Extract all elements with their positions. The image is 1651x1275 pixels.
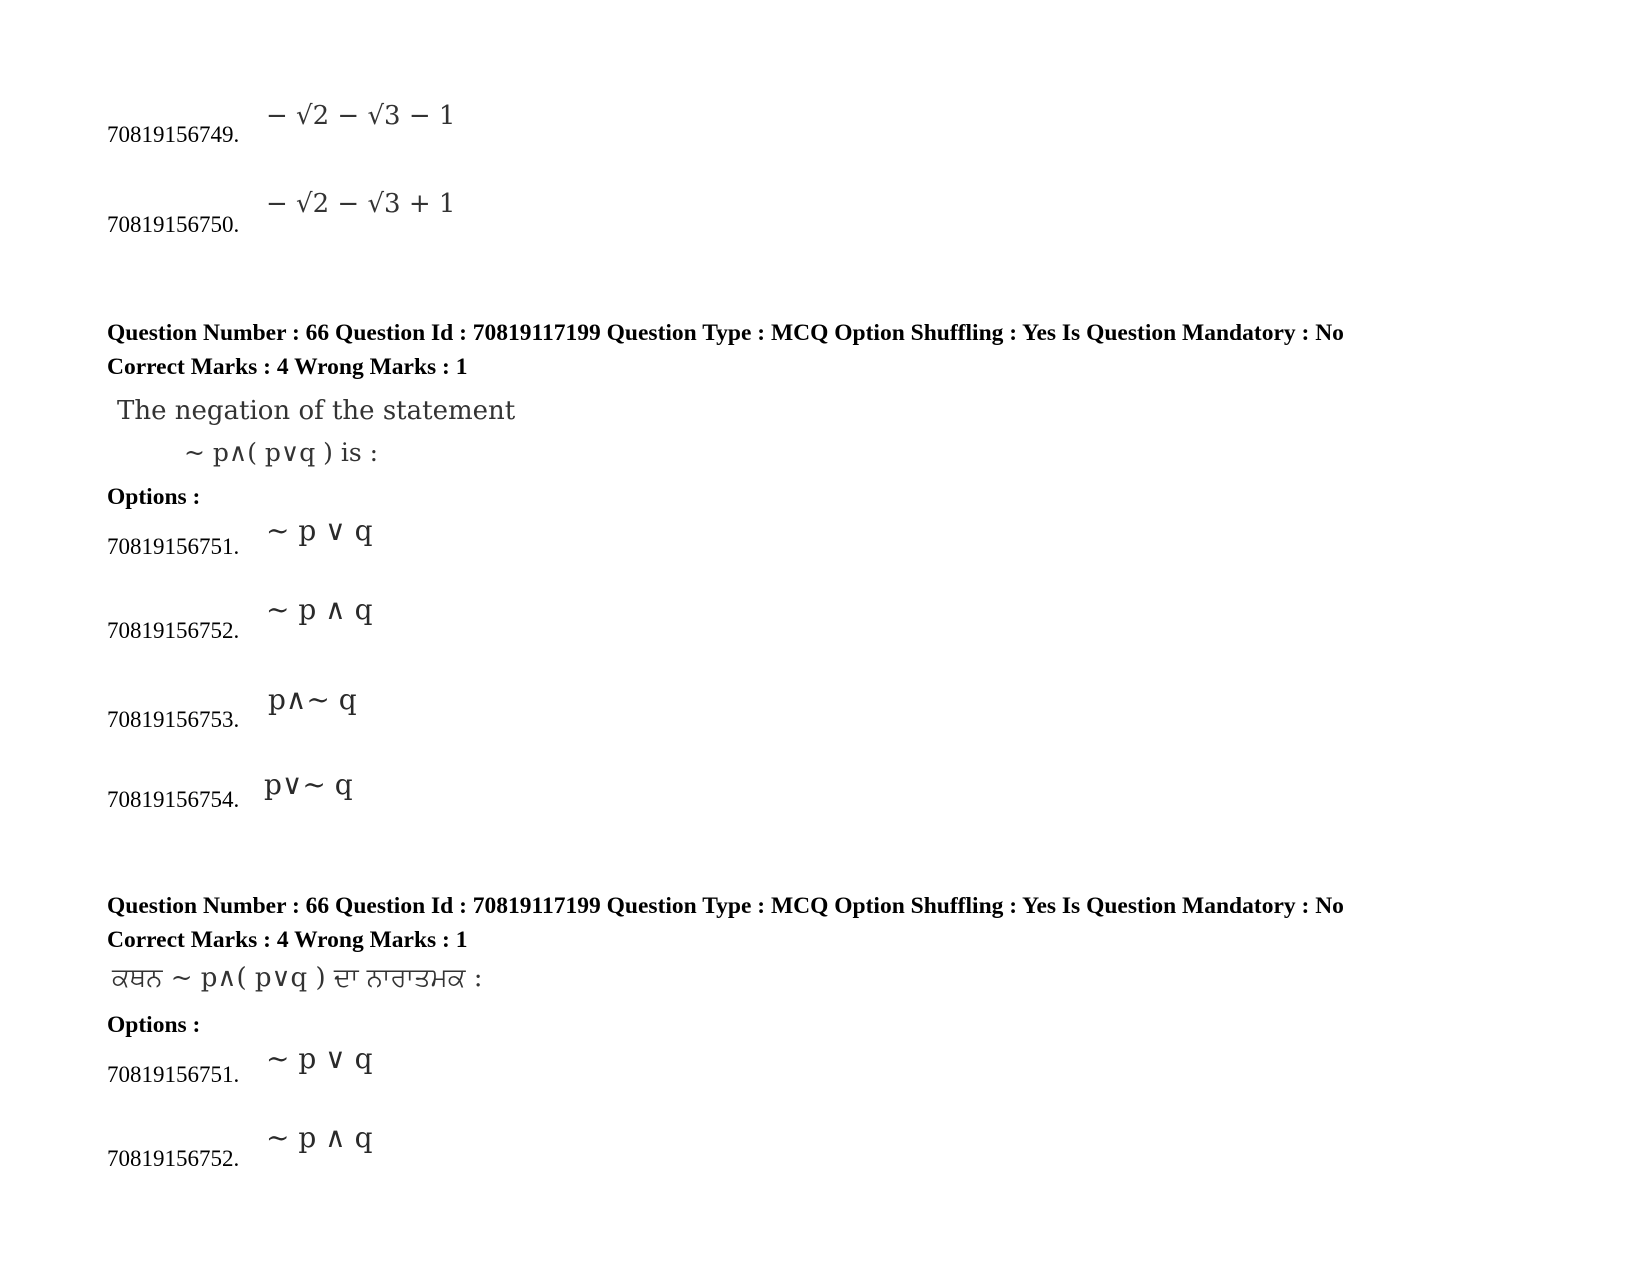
option-expression: p∧~ q bbox=[268, 683, 357, 716]
question-header: Question Number : 66 Question Id : 70819117199 Question Type : MCQ Option Shuffling : Yes Is Question Mandatory : No bbox=[107, 893, 1344, 919]
option-expression: ~ p ∨ q bbox=[266, 514, 373, 547]
option-expression: − √2 − √3 − 1 bbox=[266, 101, 456, 131]
option-expression: ~ p ∧ q bbox=[266, 593, 373, 626]
option-id: 70819156754. bbox=[107, 787, 240, 812]
options-label: Options : bbox=[107, 484, 201, 510]
option-id: 70819156752. bbox=[107, 1146, 240, 1171]
question-stem-expression: ~ p∧( p∨q ) is : bbox=[184, 438, 379, 467]
option-id: 70819156750. bbox=[107, 212, 240, 237]
option-id: 70819156751. bbox=[107, 534, 240, 559]
option-id: 70819156753. bbox=[107, 707, 240, 732]
option-expression: ~ p ∧ q bbox=[266, 1121, 373, 1154]
option-expression: ~ p ∨ q bbox=[266, 1042, 373, 1075]
question-marks: Correct Marks : 4 Wrong Marks : 1 bbox=[107, 927, 468, 953]
option-expression: p∨~ q bbox=[264, 768, 353, 801]
option-id: 70819156752. bbox=[107, 618, 240, 643]
question-stem-line: The negation of the statement bbox=[117, 396, 516, 426]
question-stem-line: ਕਥਨ ~ p∧( p∨q ) ਦਾ ਨਾਰਾਤਮਕ : bbox=[112, 963, 483, 993]
options-label: Options : bbox=[107, 1012, 201, 1038]
option-expression: − √2 − √3 + 1 bbox=[266, 189, 456, 219]
question-marks: Correct Marks : 4 Wrong Marks : 1 bbox=[107, 354, 468, 380]
option-id: 70819156751. bbox=[107, 1062, 240, 1087]
option-id: 70819156749. bbox=[107, 122, 240, 147]
question-header: Question Number : 66 Question Id : 70819117199 Question Type : MCQ Option Shuffling : Yes Is Question Mandatory : No bbox=[107, 320, 1344, 346]
